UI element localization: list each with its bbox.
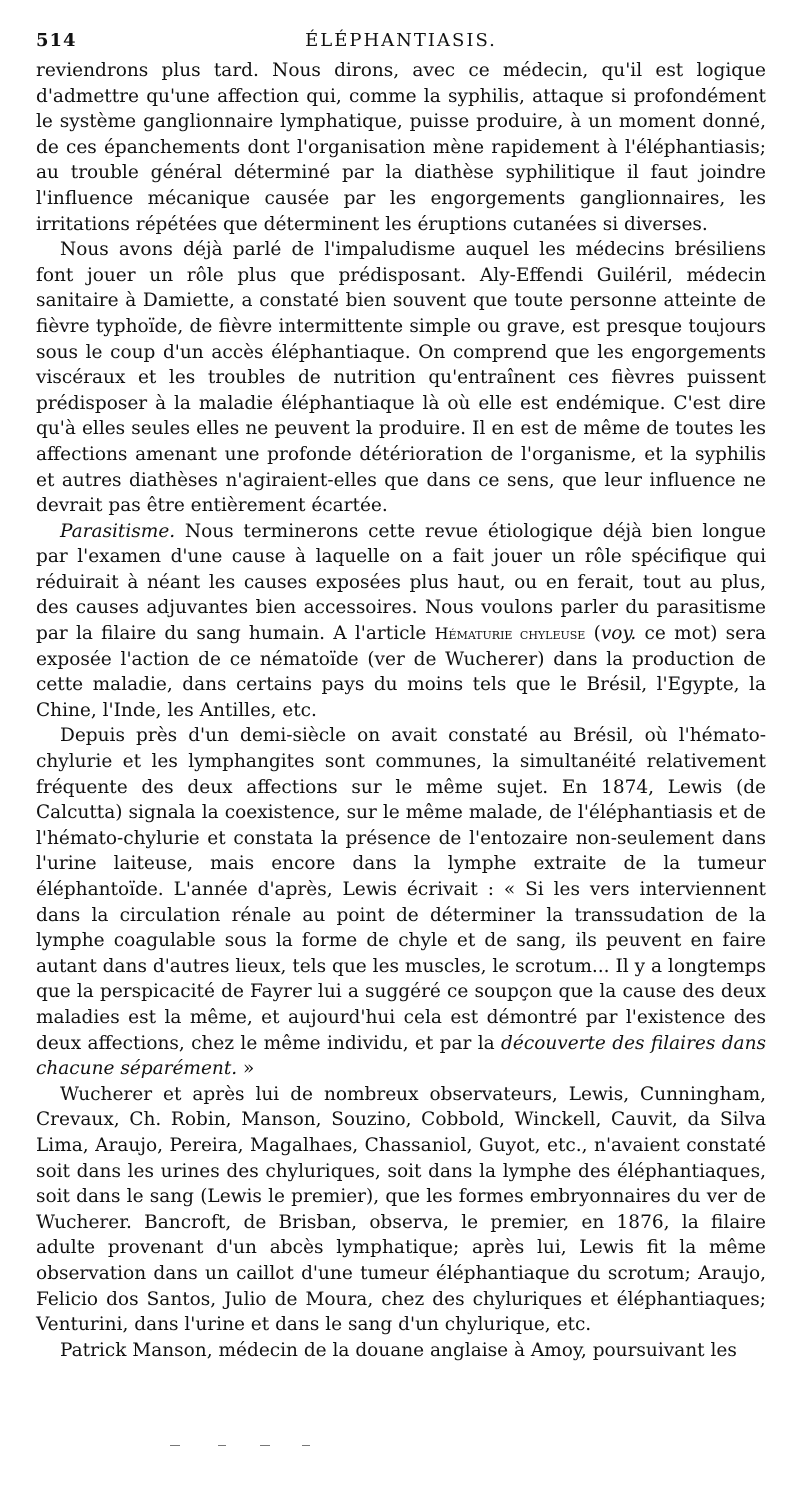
paragraph-4-text-a: Depuis près d'un demi-siècle on avait constaté au Brésil, où l'hémato-chylurie et les lymphangites sont communes, la simultanéité relativement fréquente des deux affections sur le même sujet. En 1874, Lewis (de Calcutta) signala la coexistence, sur le même malade, de l'éléphantiasis et de l'hémato-chylurie et constata la présence de l'entozaire non-seulement dans l'urine laiteuse, mais encore dans la lymphe extraite de la tumeur éléphantoïde. L'année d'après, Lewis écrivait : « Si les vers interviennent dans la circulation rénale au point de déterminer la transsudation de la lymphe coagulable sous la forme de chyle et de sang, ils peuvent en faire autant dans d'autres lieux, tels que les muscles, le scrotum... Il y a longtemps que la perspicacité de Fayrer lui a suggéré ce soupçon que la cause des deux maladies est la même, et aujourd'hui cela est démontré par l'existence des deux affections, chez le même individu, et par la — [36, 725, 766, 1054]
dash-mark — [218, 1445, 226, 1446]
paragraph-4 — [36, 723, 766, 1081]
paragraph-4-italic-quote: découverte des filaires dans chacune séparément. — [36, 1032, 766, 1080]
footer-dash-marks — [170, 1445, 330, 1449]
dash-mark — [260, 1445, 270, 1446]
paragraph-1: reviendrons plus tard. Nous dirons, avec ce médecin, qu'il est logique d'admettre qu'une affection qui, comme la syphilis, attaque si profondément le système ganglionnaire lymphatique, puisse produire, à un moment donné, de ces épanchements dont l'organisation mène rapidement à l'éléphantiasis; au trouble général déterminé par la diathèse syphilitique il faut joindre l'influence mécanique causée par les engorgements ganglionnaires, les irritations répétées que déterminent les éruptions cutanées si diverses. — [36, 60, 766, 235]
paragraph-6: Patrick Manson, médecin de la douane anglaise à Amoy, poursuivant les — [60, 1339, 737, 1361]
paragraph-3-text-c: ce mot) sera exposée l'action de ce nématoïde (ver de Wucherer) dans la production de cette maladie, dans certains pays du moins tels que le Brésil, l'Egypte, la Chine, l'Inde, les Antilles, etc. — [36, 623, 766, 721]
dash-mark — [302, 1445, 310, 1446]
page — [36, 30, 766, 1363]
voy-abbreviation: voy. — [600, 623, 637, 645]
page-header — [36, 30, 766, 58]
dash-mark — [170, 1445, 180, 1446]
paragraph-3-text-a: Nous terminerons cette revue étiologique déjà bien longue par l'examen d'une cause à laquelle on a fait jouer un rôle spécifique qui réduirait à néant les causes exposées plus haut, ou en ferait, tout au plus, des causes adjuvantes bien accessoires. Nous voulons parler du parasitisme par la filaire du sang humain. A l'article — [36, 520, 766, 645]
running-title: ÉLÉPHANTIASIS. — [305, 30, 497, 51]
paragraph-5: Wucherer et après lui de nombreux observateurs, Lewis, Cunningham, Crevaux, Ch. Robin, Manson, Souzino, Cobbold, Winckell, Cauvit, da Silva Lima, Araujo, Pereira, Magalhaes, Chassaniol, Guyot, etc., n'avaient constaté soit dans les urines des chyluriques, soit dans la lymphe des éléphantiaques, soit dans le sang (Lewis le premier), que les formes embryonnaires du ver de Wucherer. Bancroft, de Brisban, observa, le premier, en 1876, la filaire adulte provenant d'un abcès lymphatique; après lui, Lewis fit la même observation dans un caillot d'une tumeur éléphantiaque du scrotum; Araujo, Felicio dos Santos, Julio de Moura, chez des chyluriques et éléphantiaques; Venturini, dans l'urine et dans le sang d'un chylurique, etc. — [36, 1083, 766, 1336]
cross-reference-hematurie: Hématurie chyleuse — [434, 624, 586, 644]
paragraph-4-text-b: » — [237, 1058, 255, 1080]
paragraph-3-text-b: ( — [585, 623, 601, 645]
paragraph-2: Nous avons déjà parlé de l'impaludisme auquel les médecins brésiliens font jouer un rôle plus que prédisposant. Aly-Effendi Guiléril, médecin sanitaire à Damiette, a constaté bien souvent que toute personne atteinte de fièvre typhoïde, de fièvre intermittente simple ou grave, est presque toujours sous le coup d'un accès éléphantiaque. On comprend que les engorgements viscéraux et les troubles de nutrition qu'entraînent ces fièvres puissent prédisposer à la maladie éléphantiaque là où elle est endémique. C'est dire qu'à elles seules elles ne peuvent la produire. Il en est de même de toutes les affections amenant une profonde détérioration de l'organisme, et la syphilis et autres diathèses n'agiraient-elles que dans ce sens, que leur influence ne devrait pas être entièrement écartée. — [36, 239, 766, 517]
page-number: 514 — [36, 30, 77, 51]
paragraph-3 — [36, 519, 766, 724]
body-text — [36, 58, 766, 1363]
section-heading-parasitisme: Parasitisme. — [60, 520, 176, 542]
